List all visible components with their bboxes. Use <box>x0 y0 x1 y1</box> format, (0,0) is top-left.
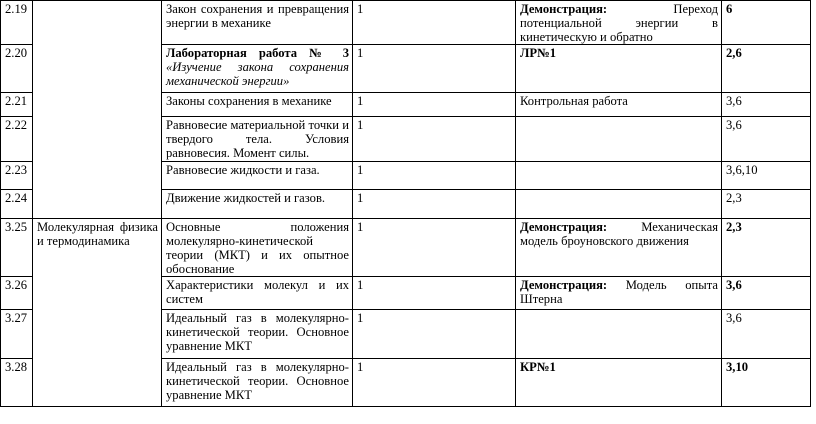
lesson-number: 2.20 <box>1 45 33 93</box>
lesson-topic: Характеристики молекул и их систем <box>162 277 353 310</box>
demo-text: Модель опыта Штерна <box>520 278 718 306</box>
lesson-number: 3.25 <box>1 219 33 277</box>
lesson-topic: Равновесие жидкости и газа. <box>162 162 353 190</box>
lesson-hours: 1 <box>353 1 516 45</box>
lesson-number: 2.24 <box>1 190 33 219</box>
lesson-number: 3.26 <box>1 277 33 310</box>
lesson-topic: Равновесие материальной точки и твердого тела. Условия равновесия. Момент силы. <box>162 117 353 162</box>
demo-label: Демонстрация: <box>520 278 608 292</box>
lesson-hours: 1 <box>353 219 516 277</box>
lab-title: Лабораторная работа № 3 <box>166 46 349 60</box>
lesson-hours: 1 <box>353 117 516 162</box>
lesson-hours: 1 <box>353 190 516 219</box>
lesson-topic: Идеальный газ в молекулярно-кинетической теории. Основное уравнение МКТ <box>162 310 353 359</box>
lab-topic: «Изучение закона сохранения механической энергии» <box>166 60 349 88</box>
lesson-topic: Закон сохранения и превращения энергии в механике <box>162 1 353 45</box>
homework: 3,6 <box>722 117 811 162</box>
lesson-topic: Идеальный газ в молекулярно-кинетической теории. Основное уравнение МКТ <box>162 359 353 407</box>
demo-cell: Контрольная работа <box>516 93 722 117</box>
lesson-hours: 1 <box>353 310 516 359</box>
demo-label: Демонстрация: <box>520 220 608 234</box>
lesson-hours: 1 <box>353 93 516 117</box>
demo-cell <box>516 310 722 359</box>
demo-cell: КР№1 <box>516 359 722 407</box>
homework: 3,10 <box>722 359 811 407</box>
section-cell <box>33 1 162 219</box>
demo-cell: ЛР№1 <box>516 45 722 93</box>
demo-text: Переход потенциальной энергии в кинетическую и обратно <box>520 2 718 44</box>
demo-text: Механическая модель броуновского движения <box>520 220 718 248</box>
demo-cell <box>516 162 722 190</box>
table-row <box>1 219 811 277</box>
homework: 2,3 <box>722 190 811 219</box>
lesson-hours: 1 <box>353 277 516 310</box>
homework: 3,6 <box>722 93 811 117</box>
lesson-hours: 1 <box>353 45 516 93</box>
lesson-hours: 1 <box>353 359 516 407</box>
demo-cell <box>516 190 722 219</box>
homework: 2,6 <box>722 45 811 93</box>
demo-label: Демонстрация: <box>520 2 608 16</box>
lesson-topic: Основные положения молекулярно-кинетической теории (МКТ) и их опытное обоснование <box>162 219 353 277</box>
homework: 3,6,10 <box>722 162 811 190</box>
homework: 3,6 <box>722 277 811 310</box>
demo-cell <box>516 219 722 277</box>
lesson-number: 3.27 <box>1 310 33 359</box>
table-row <box>1 1 811 45</box>
lesson-topic: Законы сохранения в механике <box>162 93 353 117</box>
lesson-hours: 1 <box>353 162 516 190</box>
lesson-topic <box>162 45 353 93</box>
homework: 3,6 <box>722 310 811 359</box>
demo-cell <box>516 277 722 310</box>
homework: 2,3 <box>722 219 811 277</box>
section-title: Молекулярная физика и термодинамика <box>33 219 162 407</box>
lesson-number: 3.28 <box>1 359 33 407</box>
lesson-number: 2.21 <box>1 93 33 117</box>
homework: 6 <box>722 1 811 45</box>
lesson-number: 2.23 <box>1 162 33 190</box>
demo-cell <box>516 1 722 45</box>
lesson-number: 2.22 <box>1 117 33 162</box>
lesson-topic: Движение жидкостей и газов. <box>162 190 353 219</box>
demo-cell <box>516 117 722 162</box>
lesson-number: 2.19 <box>1 1 33 45</box>
